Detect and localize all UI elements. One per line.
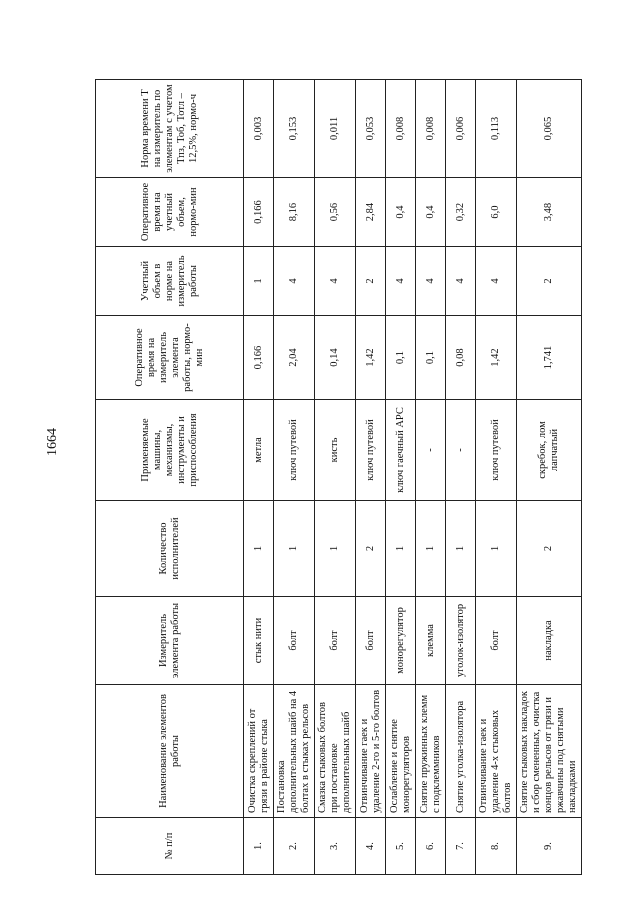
header-norm-time: Норма времени Т на измеритель по элементам с учетом Тпз, Тоб, Тотл – 12,5%, нормо-ч <box>96 80 244 178</box>
cell-workers: 1 <box>416 501 446 597</box>
cell-number: 5. <box>386 818 416 875</box>
cell-element-name: Ослабление и снятие монорегуляторов <box>386 685 416 818</box>
cell-volume: 4 <box>476 247 517 316</box>
cell-number: 8. <box>476 818 517 875</box>
header-operative-time: Оперативное время на измеритель элемента работы, нормо-мин <box>96 316 244 400</box>
table-header-row <box>96 80 244 875</box>
cell-operative-volume: 2,84 <box>356 178 386 247</box>
header-workers: Количество исполнителей <box>96 501 244 597</box>
cell-workers: 1 <box>446 501 476 597</box>
cell-operative-volume: 0,32 <box>446 178 476 247</box>
cell-norm-time: 0,003 <box>244 80 274 178</box>
cell-norm-time: 0,011 <box>315 80 356 178</box>
cell-number: 2. <box>274 818 315 875</box>
cell-number: 3. <box>315 818 356 875</box>
cell-workers: 1 <box>476 501 517 597</box>
cell-element-name: Постановка дополнительных шайб на 4 болтах в стыках рельсов <box>274 685 315 818</box>
cell-volume: 2 <box>356 247 386 316</box>
cell-operative-time: 0,1 <box>386 316 416 400</box>
cell-meter: болт <box>315 597 356 685</box>
cell-volume: 2 <box>517 247 582 316</box>
header-element-name: Наименование элементов работы <box>96 685 244 818</box>
cell-meter: болт <box>356 597 386 685</box>
cell-norm-time: 0,065 <box>517 80 582 178</box>
cell-operative-volume: 0,4 <box>416 178 446 247</box>
cell-operative-volume: 3,48 <box>517 178 582 247</box>
cell-volume: 4 <box>315 247 356 316</box>
header-tools: Применяемые машины, механизмы, инструменты и приспособления <box>96 400 244 501</box>
cell-operative-volume: 6,0 <box>476 178 517 247</box>
cell-workers: 1 <box>274 501 315 597</box>
cell-meter: болт <box>476 597 517 685</box>
cell-operative-time: 2,04 <box>274 316 315 400</box>
cell-element-name: Снятие стыковых накладок и сбор смененных, очистка концов рельсов от грязи и ржавчины под снятыми накладками <box>517 685 582 818</box>
cell-operative-volume: 0,166 <box>244 178 274 247</box>
cell-operative-time: 0,14 <box>315 316 356 400</box>
cell-number: 9. <box>517 818 582 875</box>
page-number: 1664 <box>45 428 60 456</box>
cell-norm-time: 0,113 <box>476 80 517 178</box>
cell-meter: болт <box>274 597 315 685</box>
table-row <box>446 80 476 875</box>
cell-volume: 1 <box>244 247 274 316</box>
cell-volume: 4 <box>386 247 416 316</box>
table-row <box>244 80 274 875</box>
cell-volume: 4 <box>416 247 446 316</box>
cell-workers: 1 <box>244 501 274 597</box>
table-row <box>274 80 315 875</box>
cell-tools: метла <box>244 400 274 501</box>
cell-workers: 2 <box>517 501 582 597</box>
cell-norm-time: 0,008 <box>386 80 416 178</box>
header-number: № п/п <box>96 818 244 875</box>
cell-tools: ключ путевой <box>476 400 517 501</box>
cell-workers: 1 <box>315 501 356 597</box>
cell-workers: 1 <box>386 501 416 597</box>
rotated-table-container <box>95 80 578 875</box>
cell-element-name: Смазка стыковых болтов при постановке дополнительных шайб <box>315 685 356 818</box>
cell-tools: - <box>416 400 446 501</box>
cell-volume: 4 <box>446 247 476 316</box>
header-meter: Измеритель элемента работы <box>96 597 244 685</box>
cell-operative-volume: 0,56 <box>315 178 356 247</box>
cell-meter: уголок-изолятор <box>446 597 476 685</box>
cell-number: 6. <box>416 818 446 875</box>
cell-norm-time: 0,008 <box>416 80 446 178</box>
cell-tools: - <box>446 400 476 501</box>
cell-tools: скребок, лом лапчатый <box>517 400 582 501</box>
cell-operative-time: 1,741 <box>517 316 582 400</box>
cell-element-name: Снятие пружинных клемм с подклеммников <box>416 685 446 818</box>
cell-operative-time: 0,1 <box>416 316 446 400</box>
cell-number: 1. <box>244 818 274 875</box>
cell-operative-time: 0,166 <box>244 316 274 400</box>
cell-operative-time: 1,42 <box>356 316 386 400</box>
cell-tools: ключ путевой <box>356 400 386 501</box>
table-row <box>356 80 386 875</box>
cell-tools: ключ путевой <box>274 400 315 501</box>
table-row <box>476 80 517 875</box>
cell-element-name: Отвинчивание гаек и удаление 2-го и 5-го болтов <box>356 685 386 818</box>
table-row <box>315 80 356 875</box>
table-row <box>517 80 582 875</box>
cell-operative-time: 1,42 <box>476 316 517 400</box>
cell-norm-time: 0,053 <box>356 80 386 178</box>
table-row <box>416 80 446 875</box>
cell-number: 7. <box>446 818 476 875</box>
cell-tools: кисть <box>315 400 356 501</box>
cell-meter: накладка <box>517 597 582 685</box>
header-volume: Учетный объем в норме на измеритель работы <box>96 247 244 316</box>
cell-volume: 4 <box>274 247 315 316</box>
labor-norms-table <box>95 79 582 875</box>
cell-meter: монорегулятор <box>386 597 416 685</box>
cell-element-name: Отвинчивание гаек и удаление 4-х стыковых болтов <box>476 685 517 818</box>
table-row <box>386 80 416 875</box>
cell-workers: 2 <box>356 501 386 597</box>
cell-element-name: Очистка скреплений от грязи в районе стыка <box>244 685 274 818</box>
cell-operative-volume: 0,4 <box>386 178 416 247</box>
cell-operative-volume: 8,16 <box>274 178 315 247</box>
header-operative-volume: Оперативное время на учетный объем, нормо-мин <box>96 178 244 247</box>
cell-number: 4. <box>356 818 386 875</box>
cell-element-name: Снятие уголка-изолятора <box>446 685 476 818</box>
cell-meter: клемма <box>416 597 446 685</box>
cell-meter: стык нити <box>244 597 274 685</box>
cell-norm-time: 0,006 <box>446 80 476 178</box>
cell-tools: ключ гаечный АРС <box>386 400 416 501</box>
cell-operative-time: 0,08 <box>446 316 476 400</box>
cell-norm-time: 0,153 <box>274 80 315 178</box>
